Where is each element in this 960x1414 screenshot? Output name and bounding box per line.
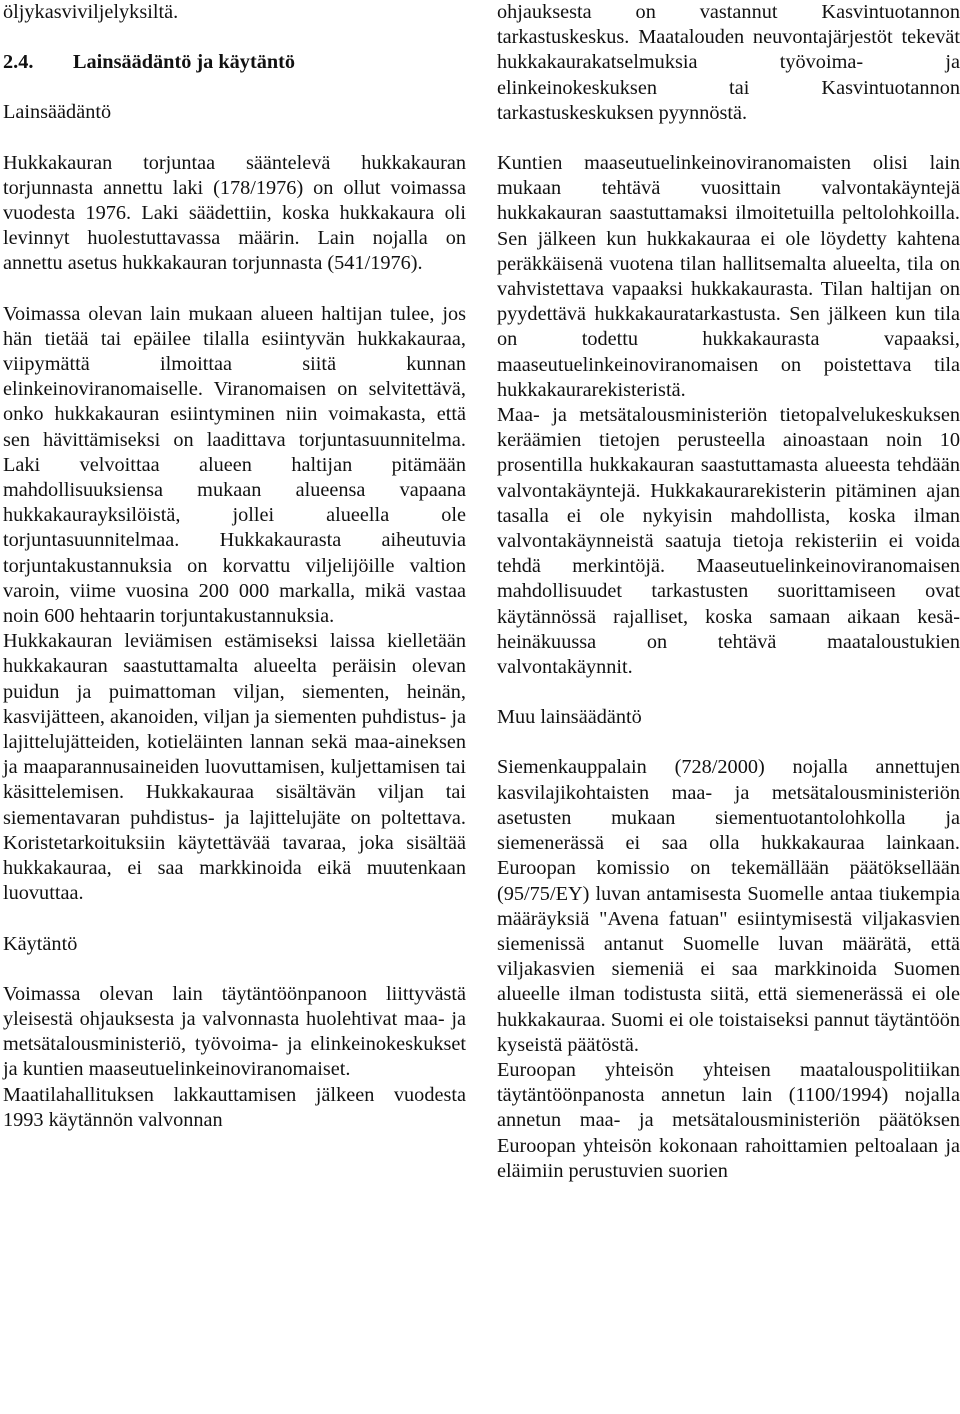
subheading-lainsaadanto: Lainsäädäntö	[3, 101, 112, 124]
paragraph: Kuntien maaseutuelinkeinoviranomaisten olisi lain mukaan tehtävä vuosittain valvontakäyntejä hukkakauran saastuttamaksi ilmoitetuilla peltolohkoilla. Sen jälkeen kun hukkakauraa ei ole löydetty kahtena peräkkäisenä vuotena tilan hallitsemalta alueelta, tila on vahvistettava vapaaksi hukkakaurasta. Tilan haltijan on pyydettävä hukkakauratarkastusta. Sen jälkeen kun tila on todettu hukkakaurasta vapaaksi, maaseutuelinkeinoviranomaisen on poistettava tila hukkakaurarekisteristä.	[497, 152, 960, 401]
paragraph: Voimassa olevan lain täytäntöönpanoon liittyvästä yleisestä ohjauksesta ja valvonnasta huolehtivat maa- ja metsätalousministeriö, työvoima- ja elinkeinokeskukset ja kuntien maaseutuelinkeinoviranomaiset.	[3, 982, 466, 1081]
paragraph: Voimassa olevan lain mukaan alueen haltijan tulee, jos hän tietää tai epäilee tilalla esiintyvän hukkakauraa, viipymättä ilmoittaa siitä kunnan elinkeinoviranomaiselle. Viranomaisen on selvitettävä, onko hukkakauran esiintyminen niin voimakasta, että sen hävittämiseksi on laadittava torjuntasuunnitelma. Laki velvoittaa alueen haltijan pitämään mahdollisuuksiensa mukaan alueensa vapaana hukkakaurayksilöistä, jollei alueella ole torjuntasuunnitelmaa. Hukkakaurasta aiheutuvia torjuntakustannuksia on korvattu viljelijöille valtion varoin, viime vuosina 200 000 markalla, mikä vastaa noin 600 hehtaarin torjuntakustannuksia.	[3, 302, 466, 628]
paragraph-continuation: öljykasviviljelyksiltä.	[3, 1, 179, 23]
section-heading	[3, 50, 466, 75]
section-title: Lainsäädäntö ja käytäntö	[73, 51, 296, 74]
left-column	[3, 0, 466, 1133]
subheading-muu-lainsaadanto: Muu lainsäädäntö	[497, 706, 642, 729]
paragraph: Euroopan yhteisön yhteisen maatalouspolitiikan täytäntöönpanosta annetun lain (1100/1994) nojalla annetun maa- ja metsätalousministeriön päätöksen Euroopan yhteisön kokonaan rahoittamien peltoalaan ja eläimiin perustuvien suorien	[497, 1058, 960, 1182]
paragraph: Siemenkauppalain (728/2000) nojalla annettujen kasvilajikohtaisten maa- ja metsätalousministeriön asetusten mukaan siementuotantolohkolla ja siemenerässä ei saa olla hukkakauraa lainkaan. Euroopan komissio on tekemällään päätöksellään (95/75/EY) luvan antamisesta Suomelle antaa tiukempia määräyksiä "Avena fatuan" esiintymisestä viljakasvien siemenissä antanut Suomelle luvan määrätä, että viljakasvien siemeniä ei saa markkinoida Suomen alueelle ilman todistusta siitä, että siemenerässä ei ole hukkakauraa. Suomi ei ole toistaiseksi pannut täytäntöön kyseistä päätöstä.	[497, 756, 960, 1056]
paragraph: ohjauksesta on vastannut Kasvintuotannon tarkastuskeskus. Maatalouden neuvontajärjestöt tekevät hukkakaurakatselmuksia työvoima- ja elinkeinokeskuksen tai Kasvintuotannon tarkastuskeskuksen pyynnöstä.	[497, 1, 960, 124]
paragraph: Hukkakauran leviämisen estämiseksi laissa kielletään hukkakauran saastuttamalta alueelta peräisin olevan puidun ja puimattoman viljan, siementen, heinän, kasvijätteen, akanoiden, viljan ja siementen puhdistus- ja lajittelujätteiden, kotieläinten lannan sekä maa-aineksen ja maaparannusaineiden luovuttamisen, kuljettamisen tai käsittelemisen. Hukkakauraa sisältävän viljan tai siementavaran puhdistus- ja lajittelujäte on poltettava. Koristetarkoituksiin käytettävää tavaraa, joka sisältää hukkakauraa, ei saa markkinoida eikä muutenkaan luovuttaa.	[3, 630, 466, 905]
paragraph: Maatilahallituksen lakkauttamisen jälkeen vuodesta 1993 käytännön valvonnan	[3, 1083, 466, 1131]
section-number: 2.4.	[3, 51, 34, 74]
paragraph: Hukkakauran torjuntaa sääntelevä hukkakauran torjunnasta annettu laki (178/1976) on ollut voimassa vuodesta 1976. Laki säädettiin, koska hukkakaura oli levinnyt huolestuttavassa määrin. Lain nojalla on annettu asetus hukkakauran torjunnasta (541/1976).	[3, 151, 466, 275]
paragraph: Maa- ja metsätalousministeriön tietopalvelukeskuksen keräämien tietojen perusteella ainoastaan noin 10 prosentilla hukkakauran saastuttamasta alueesta tehdään valvontakäyntejä. Hukkakaurarekisterin pitäminen ajan tasalla ei ole nykyisin mahdollista, koska ilman valvontakäynneistä saatuja tietoja rekisteriin ei voida tehdä merkintöjä. Maaseutuelinkeinoviranomaisen mahdollisuudet tarkastusten suorittamiseen ovat käytännössä rajalliset, koska samaan aikaan kesä-heinäkuussa on tehtävä maataloustukien valvontakäynnit.	[497, 404, 960, 679]
right-column	[497, 0, 960, 1184]
subheading-kaytanto: Käytäntö	[3, 932, 78, 955]
